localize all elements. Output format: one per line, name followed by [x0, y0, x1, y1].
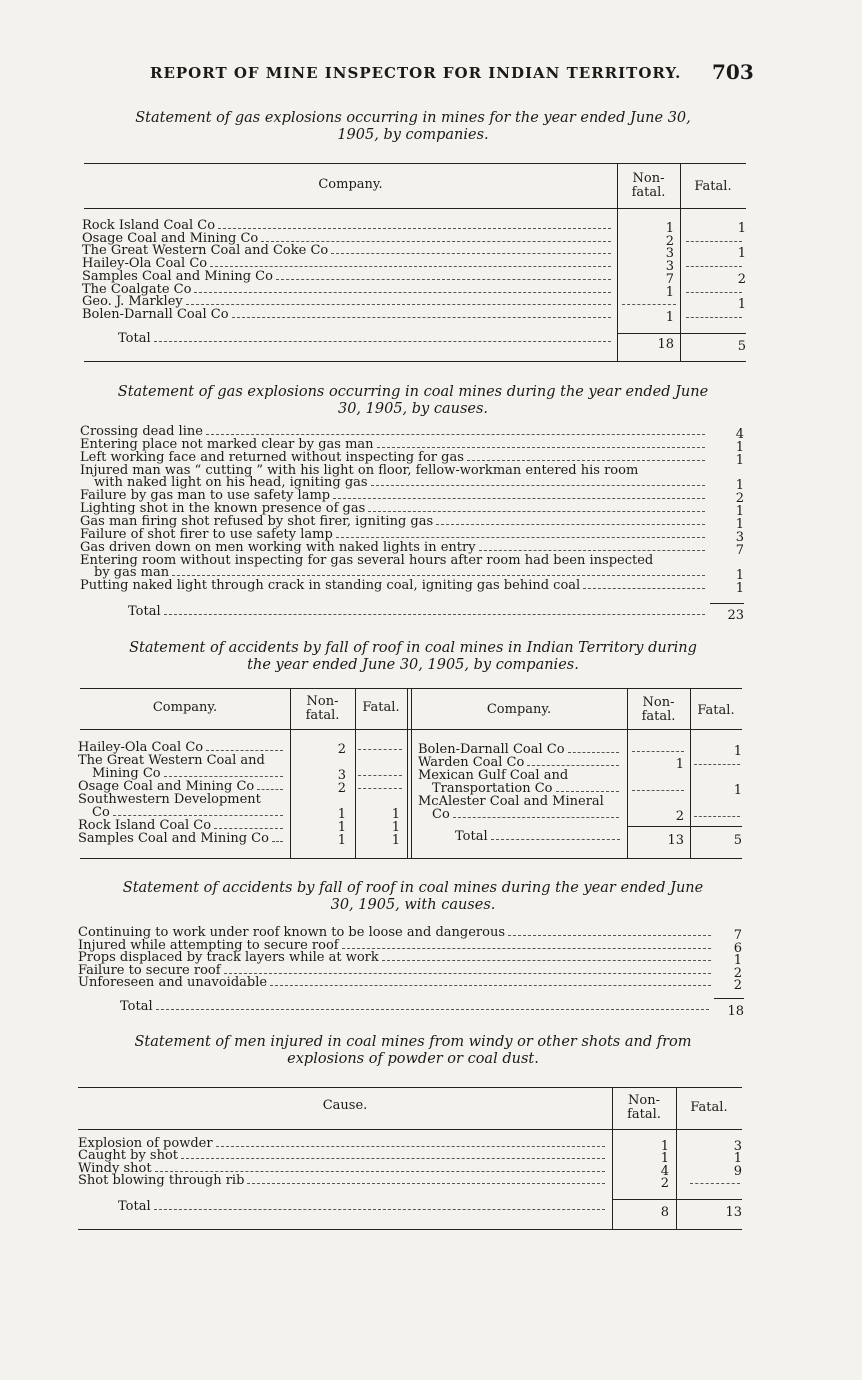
t1-total-label: Total: [118, 332, 151, 345]
t2-row-text: [94, 476, 708, 489]
t1-header-company: Company.: [318, 177, 383, 192]
t2-row-text-label: Crossing dead line: [80, 425, 203, 438]
t5-total-nonfatal: 8: [660, 1205, 669, 1220]
t1-row-nonfatal: 3: [665, 259, 674, 275]
t5-row-nonfatal: 1: [660, 1151, 669, 1167]
t4-row-value: 2: [733, 965, 742, 981]
t1-row-fatal-blank: [686, 317, 742, 318]
t3-left-row-name: [78, 741, 286, 754]
t2-row-value: 1: [735, 504, 744, 520]
t1-row-fatal-blank: [686, 266, 742, 267]
t3-left-row-name-label: Rock Island Coal Co: [78, 819, 212, 832]
t4-row-text-label: Unforeseen and unavoidable: [78, 976, 268, 989]
t4-total-value: 18: [727, 1004, 744, 1019]
t2-row-text: [80, 451, 708, 464]
t2-row-text: [80, 515, 708, 528]
t3-left-row-fatal-blank: [358, 775, 402, 776]
t2-row-value: 1: [735, 581, 744, 597]
t3-left-row-name: [78, 819, 286, 832]
t2-total-row: [128, 605, 708, 618]
t5-row-name: [78, 1149, 608, 1162]
t2-row-text-label: Entering place not marked clear by gas man: [80, 437, 374, 451]
t2-total-value: 23: [727, 608, 744, 623]
t2-row-value: 1: [735, 568, 744, 584]
running-header: REPORT OF MINE INSPECTOR FOR INDIAN TERRITORY.: [150, 64, 682, 82]
t2-row-text: [80, 579, 708, 592]
t5-caption: [78, 1034, 748, 1068]
t5-row-fatal: 3: [733, 1139, 742, 1154]
t3-left-row-nonfatal: 2: [337, 781, 346, 796]
t5-row-fatal: 9: [733, 1163, 742, 1179]
t3-left-row-fatal: 1: [391, 833, 400, 848]
t3-right-row-nonfatal-blank: [632, 751, 684, 752]
t2-row-text: [80, 464, 708, 477]
t3-caption-line1: Statement of accidents by fall of roof in coal mines in Indian Territory during: [129, 640, 697, 656]
t5-caption-line1: Statement of men injured in coal mines from windy or other shots and from: [134, 1034, 692, 1050]
t4-row-text-label: Continuing to work under roof known to be loose and dangerous: [78, 926, 506, 939]
t5-header-rule: [78, 1129, 742, 1130]
t2-row-value: 7: [735, 542, 744, 558]
t1-row-name-label: The Great Western Coal and Coke Co: [82, 244, 329, 258]
t2-caption-line1: Statement of gas explosions occurring in coal mines during the year ended June: [117, 384, 709, 400]
t3-bottom-rule: [80, 858, 742, 859]
t1-row-fatal: 2: [737, 271, 746, 287]
t5-row-nonfatal: 2: [660, 1175, 669, 1191]
t3-left-row-name: [78, 793, 286, 806]
t3-left-row-name-label: Southwestern Development: [78, 793, 261, 806]
t3-total-rule: [627, 826, 742, 827]
t5-caption-line2: explosions of powder or coal dust.: [287, 1051, 539, 1067]
t3-right-row-name: [418, 756, 622, 769]
t1-row-nonfatal: 7: [665, 271, 674, 287]
t2-row-text-label: Entering room without inspecting for gas several hours after room had been inspected: [80, 553, 654, 567]
t1-row-fatal-blank: [686, 292, 742, 293]
t2-row-text: [94, 566, 708, 579]
t2-row-text: [80, 541, 708, 554]
t1-row-name: [82, 257, 614, 270]
t1-row-name: [82, 219, 614, 232]
t3-right-row-name-label: Warden Coal Co: [418, 756, 525, 769]
t1-row-fatal: 1: [737, 221, 746, 236]
t2-row-text: [80, 438, 708, 451]
t2-total-label: Total: [128, 605, 161, 618]
t1-caption-line2: 1905, by companies.: [337, 127, 489, 143]
t1-top-rule: [84, 163, 746, 164]
t2-row-text-label: Putting naked light through crack in standing coal, igniting gas behind coal: [80, 579, 581, 593]
t3-right-row-fatal: 1: [733, 744, 742, 759]
t4-row-value: 2: [733, 978, 742, 993]
t2-row-text-label: Gas driven down on men working with naked lights in entry: [80, 540, 476, 554]
t3-left-row-name-label: Mining Co: [92, 767, 161, 780]
t5-row-name: [78, 1137, 608, 1150]
t2-row-text-label: by gas man: [94, 566, 170, 580]
t3-left-row-name: [92, 806, 286, 819]
t3-header-nonfatal-right: Non- fatal.: [641, 695, 676, 724]
t4-row-text-label: Props displaced by track layers while at work: [78, 951, 379, 964]
t3-right-row-nonfatal-blank: [632, 790, 684, 791]
t4-caption-line2: 30, 1905, with causes.: [330, 897, 496, 913]
t5-row-name-label: Windy shot: [78, 1161, 152, 1175]
t3-right-row-name-label: McAlester Coal and Mineral: [418, 795, 604, 808]
t3-right-row-nonfatal: 2: [675, 809, 684, 824]
t1-row-name-label: Osage Coal and Mining Co: [82, 231, 259, 245]
t1-row-name: [82, 295, 614, 308]
t4-row-value: 6: [733, 940, 742, 956]
t2-row-value: 1: [735, 516, 744, 532]
t5-header-nonfatal: Non- fatal.: [627, 1093, 661, 1122]
t1-row-name-label: The Coalgate Co: [82, 282, 192, 296]
t1-row-name: [82, 232, 614, 245]
t1-row-nonfatal: 1: [665, 284, 674, 300]
t1-row-name-label: Geo. J. Markley: [82, 295, 183, 309]
t3-right-row-nonfatal: 1: [675, 757, 684, 772]
t1-header-rule: [84, 208, 746, 209]
t5-header-fatal: Fatal.: [690, 1100, 728, 1115]
t3-right-row-name: [432, 782, 622, 795]
t3-header-company-right: Company.: [486, 702, 552, 717]
t1-bottom-rule: [84, 361, 746, 362]
t5-total-label: Total: [118, 1200, 151, 1213]
t3-left-row-nonfatal: 1: [337, 807, 346, 822]
t3-left-row-nonfatal: 2: [337, 742, 346, 757]
t3-left-row-name-label: Co: [92, 806, 110, 819]
t2-row-value: 1: [735, 439, 744, 455]
t4-row-text: [78, 976, 714, 989]
t4-total-label: Total: [120, 1000, 153, 1013]
t2-caption-line2: 30, 1905, by causes.: [337, 401, 489, 417]
t3-left-row-name-label: Hailey-Ola Coal Co: [78, 741, 204, 754]
t5-row-name: [78, 1174, 608, 1187]
t1-row-nonfatal: 1: [665, 309, 674, 325]
t3-right-row-name: [418, 769, 622, 782]
t4-row-text: [78, 964, 714, 977]
t3-left-row-fatal: 1: [391, 807, 400, 822]
t2-row-text: [80, 425, 708, 438]
t2-row-text: [80, 528, 708, 541]
t3-left-row-name: [78, 754, 286, 767]
t3-right-row-name: [418, 743, 622, 756]
t3-caption-line2: the year ended June 30, 1905, by companies.: [247, 657, 579, 673]
t3-left-row-name-label: Osage Coal and Mining Co: [78, 780, 255, 793]
t1-header-nonfatal: Non- fatal.: [631, 171, 666, 200]
t5-row-fatal-blank: [690, 1183, 740, 1184]
t1-row-name: [82, 283, 614, 296]
t5-row-name-label: Shot blowing through rib: [78, 1173, 245, 1187]
t5-row-fatal: 1: [733, 1151, 742, 1167]
t3-total-row: [455, 830, 623, 843]
t2-row-value: 4: [735, 427, 744, 442]
t4-row-text: [78, 926, 714, 939]
t4-total-row: [120, 1000, 712, 1013]
t2-total-rule: [710, 603, 744, 604]
t3-left-row-name: [78, 832, 286, 845]
t1-total-nonfatal: 18: [657, 337, 674, 352]
t3-total-fatal: 5: [733, 833, 742, 848]
t3-caption: [78, 640, 748, 674]
t5-top-rule: [78, 1087, 742, 1088]
t5-row-nonfatal: 4: [660, 1163, 669, 1179]
t1-row-nonfatal: 2: [665, 233, 674, 249]
t1-header-fatal: Fatal.: [694, 179, 732, 194]
t3-left-row-nonfatal: 1: [337, 833, 346, 848]
t3-right-row-name: [432, 808, 622, 821]
t3-left-row-name-label: The Great Western Coal and: [78, 754, 265, 767]
t1-row-name: [82, 308, 614, 321]
t2-row-text-label: Left working face and returned without inspecting for gas: [80, 450, 464, 464]
t5-row-name-label: Explosion of powder: [78, 1137, 213, 1150]
t3-right-row-name-label: Co: [432, 808, 450, 821]
t2-row-text: [80, 502, 708, 515]
t1-row-name: [82, 244, 614, 257]
t4-row-text: [78, 951, 714, 964]
t1-row-name-label: Hailey-Ola Coal Co: [82, 257, 208, 271]
t3-header-rule: [80, 729, 742, 730]
t2-row-text-label: Injured man was “ cutting ” with his light on floor, fellow-workman entered his room: [80, 463, 639, 477]
t5-row-name-label: Caught by shot: [78, 1149, 179, 1163]
t5-header-cause: Cause.: [322, 1098, 368, 1113]
t3-header-company-left: Company.: [152, 700, 218, 715]
t1-row-nonfatal: 3: [665, 246, 674, 262]
t1-row-name-label: Rock Island Coal Co: [82, 219, 216, 232]
t4-caption: [78, 880, 748, 914]
t1-row-nonfatal-blank: [622, 304, 676, 305]
page-number: 703: [712, 60, 754, 84]
t2-row-text: [80, 554, 708, 567]
t1-total-rule: [617, 333, 746, 334]
t3-right-row-name: [418, 795, 622, 808]
t2-row-text-label: with naked light on his head, igniting gas: [94, 476, 368, 490]
t1-row-name: [82, 270, 614, 283]
t5-row-nonfatal: 1: [660, 1139, 669, 1154]
t2-row-value: 2: [735, 491, 744, 507]
t2-row-value: 1: [735, 452, 744, 468]
t4-row-text-label: Injured while attempting to secure roof: [78, 938, 339, 952]
t5-row-name: [78, 1162, 608, 1175]
t3-right-row-name-label: Transportation Co: [432, 782, 553, 795]
t2-row-text-label: Failure of shot firer to use safety lamp: [80, 527, 333, 541]
t4-row-text: [78, 939, 714, 952]
t3-col-divider-3: [407, 688, 408, 858]
t2-row-value: 3: [735, 529, 744, 545]
t3-right-row-name-label: Mexican Gulf Coal and: [418, 769, 569, 782]
t3-header-nonfatal-left: Non- fatal.: [305, 694, 340, 723]
t4-total-rule: [714, 998, 744, 999]
t3-right-row-fatal: 1: [733, 783, 742, 798]
t2-row-value: 1: [735, 478, 744, 494]
t1-total-fatal: 5: [737, 339, 746, 354]
t3-left-row-fatal: 1: [391, 820, 400, 835]
t3-left-row-name: [78, 780, 286, 793]
t3-header-fatal-left: Fatal.: [362, 700, 400, 715]
t3-header-fatal-right: Fatal.: [697, 703, 735, 718]
t3-left-row-nonfatal: 1: [337, 820, 346, 835]
t3-left-row-name: [92, 767, 286, 780]
t5-total-fatal: 13: [725, 1205, 742, 1220]
t2-row-text: [80, 489, 708, 502]
t1-caption-line1: Statement of gas explosions occurring in mines for the year ended June 30,: [135, 110, 691, 126]
t2-row-text-label: Lighting shot in the known presence of gas: [80, 502, 366, 516]
t4-row-text-label: Failure to secure roof: [78, 963, 221, 977]
t3-left-row-name-label: Samples Coal and Mining Co: [78, 832, 269, 845]
t2-row-text-label: Failure by gas man to use safety lamp: [80, 489, 331, 503]
t3-total-label: Total: [455, 830, 488, 843]
t3-right-row-name-label: Bolen-Darnall Coal Co: [418, 743, 565, 756]
t3-right-row-fatal-blank: [694, 816, 740, 817]
t1-row-fatal: 1: [737, 246, 746, 262]
t1-row-name-label: Samples Coal and Mining Co: [82, 269, 273, 283]
t1-caption: [78, 110, 748, 144]
t2-row-text-label: Gas man firing shot refused by shot firer, igniting gas: [80, 514, 434, 528]
t1-row-name-label: Bolen-Darnall Coal Co: [82, 307, 229, 321]
t1-row-nonfatal: 1: [665, 221, 674, 236]
t5-total-row: [118, 1200, 608, 1213]
t3-left-row-fatal-blank: [358, 788, 402, 789]
t3-total-nonfatal: 13: [667, 833, 684, 848]
t3-left-row-fatal-blank: [358, 749, 402, 750]
t5-bottom-rule: [78, 1229, 742, 1230]
t2-caption: [78, 384, 748, 418]
t1-row-fatal: 1: [737, 297, 746, 313]
t1-total-row: [118, 332, 614, 345]
t4-row-value: 7: [733, 928, 742, 943]
t1-row-fatal-blank: [686, 241, 742, 242]
t3-left-row-nonfatal: 3: [337, 768, 346, 783]
t5-total-rule: [612, 1199, 742, 1200]
t4-caption-line1: Statement of accidents by fall of roof in coal mines during the year ended June: [122, 880, 704, 896]
t4-row-value: 1: [733, 953, 742, 968]
t3-right-row-fatal-blank: [694, 764, 740, 765]
